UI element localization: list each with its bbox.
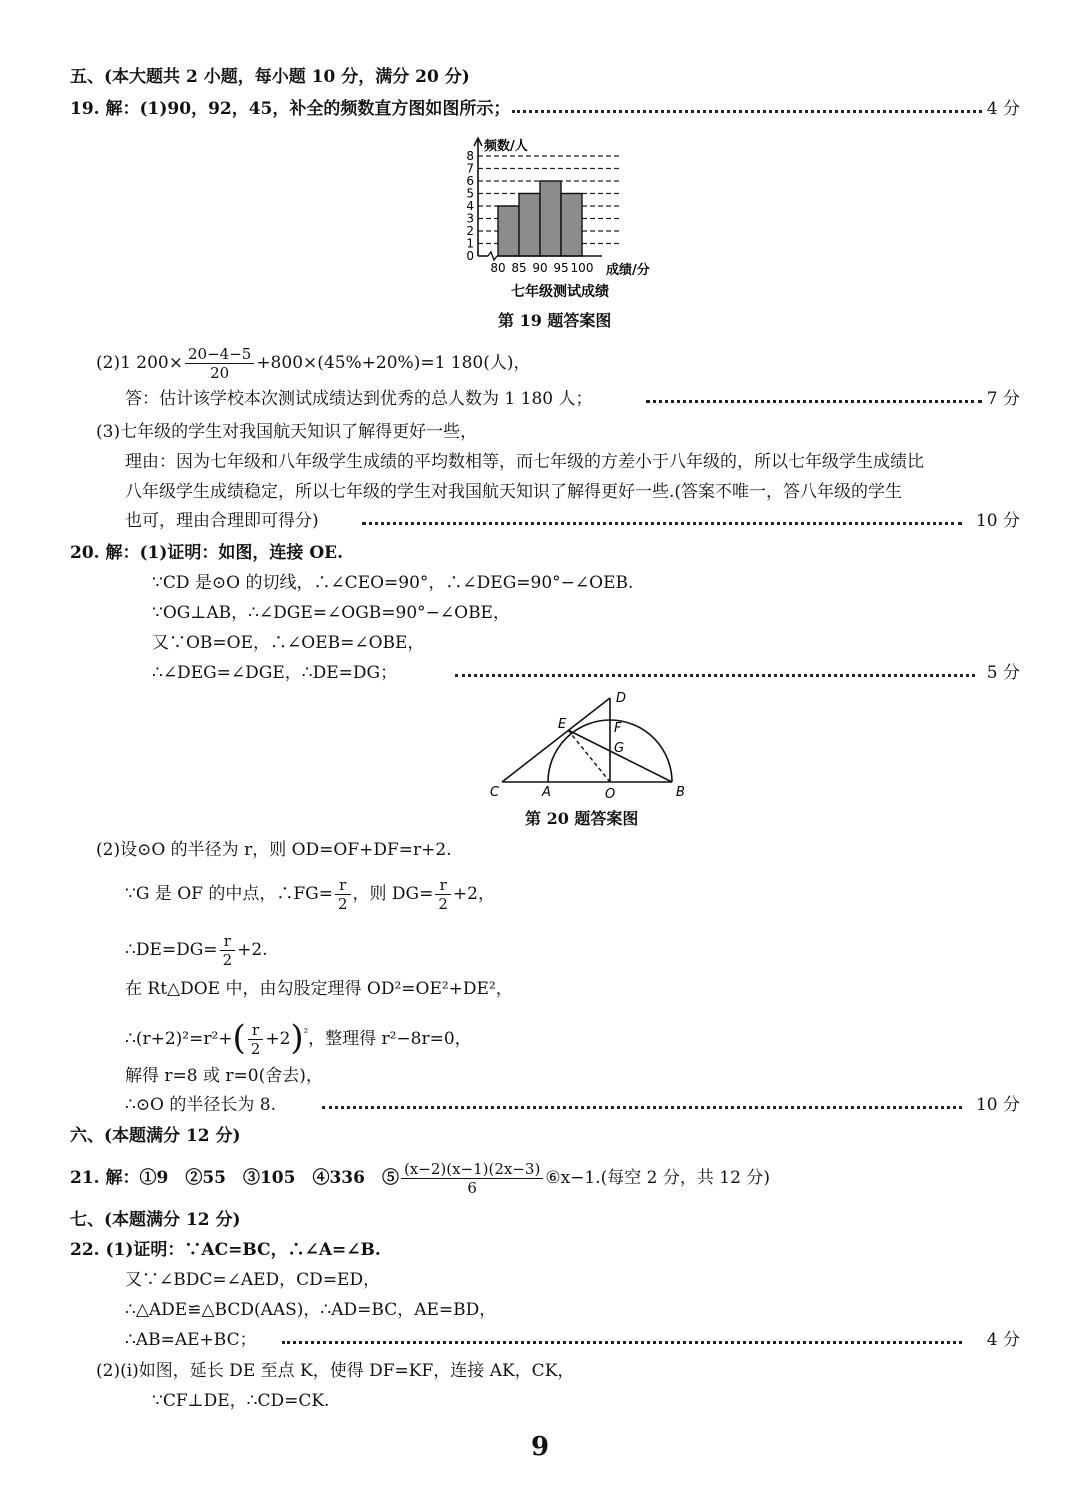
fraction: $\frac{r}{2}$ (335, 876, 351, 913)
q19-part2 (0, 343, 1080, 383)
histogram-bar (540, 181, 561, 256)
label-c: C (490, 785, 500, 800)
leader-dots (362, 522, 962, 525)
y-axis-label: 频数/人 (484, 139, 528, 154)
q22-line2: 又∵∠BDC=∠AED，CD=ED， (125, 1270, 381, 1290)
section-5-heading: 五、(本大题共 2 小题，每小题 10 分，满分 20 分) (70, 67, 470, 87)
y-tick-label: 8 (466, 149, 474, 163)
q19-part3: (3)七年级的学生对我国航天知识了解得更好一些， (96, 422, 478, 442)
q20-part2-line3: ∴DE=DG= $\frac{r}{2}$ +2. (125, 932, 268, 969)
fraction: $\frac{20-4-5}{20}$ (185, 345, 254, 382)
q22-line6: ∵CF⊥DE，∴CD=CK. (152, 1391, 330, 1411)
y-tick-label: 2 (466, 224, 474, 238)
q20-part2-line2: ∵G 是 OF 的中点，∴FG= $\frac{r}{2}$ ，则 DG= $\frac{r}{2}$ +2， (125, 876, 495, 913)
line-eo (568, 730, 610, 782)
label-f: F (614, 721, 622, 736)
fraction: $\frac{r}{2}$ (220, 932, 236, 969)
label-a: A (542, 785, 551, 800)
q21-line: 21. 解：①9 ②55 ③105 ④336 ⑤ $\frac{(x-2)(x-1)(2x-3)}{6}$ ⑥x−1.(每空 2 分，共 12 分) (70, 1160, 770, 1197)
fraction: $\frac{(x-2)(x-1)(2x-3)}{6}$ (401, 1160, 543, 1197)
y-tick-label: 5 (466, 186, 474, 201)
histogram-bar (561, 194, 582, 257)
fraction: $\frac{r}{2}$ (248, 1021, 264, 1058)
q22-line1: 22. (1)证明：∵AC=BC，∴∠A=∠B. (70, 1240, 381, 1260)
q20-heading: 20. 解：(1)证明：如图，连接 OE. (70, 543, 344, 563)
leader-dots (322, 1106, 962, 1109)
q20-line3: 又∵OB=OE，∴∠OEB=∠OBE， (152, 633, 425, 653)
q19-reason-line3: 也可，理由合理即可得分) 10 分 (125, 511, 1020, 531)
label-o: O (605, 787, 616, 802)
q22-line5: (2)(ⅰ)如图，延长 DE 至点 K，使得 DF=KF，连接 AK，CK， (96, 1361, 575, 1381)
q20-part2-line7: ∴⊙O 的半径长为 8. 10 分 (125, 1095, 1020, 1115)
axis-break-mark (488, 252, 497, 260)
q19-reason-line1: 理由：因为七年级和八年级学生成绩的平均数相等，而七年级的方差小于八年级的，所以七年级学生成绩比 (125, 452, 924, 472)
x-tick-label: 85 (511, 261, 527, 275)
label-b: B (676, 785, 685, 800)
q19-part1 (0, 94, 1080, 124)
q22-line3: ∴△ADE≌△BCD(AAS)，∴AD=BC，AE=BD， (125, 1300, 497, 1320)
x-tick-label: 100 (570, 261, 594, 275)
line-eb (568, 730, 672, 782)
leader-dots (646, 400, 982, 403)
score: 4 分 (986, 99, 1020, 119)
y-tick-label: 0 (466, 249, 474, 263)
section-6-heading: 六、(本题满分 12 分) (70, 1126, 241, 1146)
q19-reason-line2: 八年级学生成绩稳定，所以七年级的学生对我国航天知识了解得更好一些.(答案不唯一，答八年级的学生 (125, 482, 903, 502)
histogram-chart (440, 122, 680, 304)
q19-figure-caption: 第 19 题答案图 (498, 311, 612, 330)
label-g: G (614, 741, 625, 756)
fraction: $\frac{r}{2}$ (435, 876, 451, 913)
q19-part2-prefix: (2)1 200× (96, 353, 183, 373)
x-axis-label: 成绩/分 (606, 263, 650, 278)
label-e: E (558, 717, 567, 732)
x-tick-label: 95 (553, 261, 569, 275)
q20-part2-line4: 在 Rt△DOE 中，由勾股定理得 OD²=OE²+DE²， (125, 979, 513, 999)
page-number: 9 (530, 1432, 550, 1462)
q20-part2-line1: (2)设⊙O 的半径为 r，则 OD=OF+DF=r+2. (96, 840, 452, 860)
geometry-figure (480, 686, 690, 806)
chart-title: 七年级测试成绩 (511, 284, 609, 300)
y-tick-label: 4 (466, 199, 474, 213)
tangent-cd (502, 698, 610, 782)
leader-dots (282, 1341, 962, 1344)
x-tick-label: 80 (490, 261, 506, 275)
q19-answer: 答：估计该学校本次测试成绩达到优秀的总人数为 1 180 人； 7 分 (125, 389, 1020, 409)
q20-part2-line6: 解得 r=8 或 r=0(舍去)， (125, 1066, 323, 1086)
q19-part2-suffix: +800×(45%+20%)=1 180(人)， (256, 353, 531, 373)
q22-line4: ∴AB=AE+BC； 4 分 (125, 1330, 1020, 1350)
section-7-heading: 七、(本题满分 12 分) (70, 1210, 241, 1230)
q20-part2-line5: ∴(r+2)²=r²+( $\frac{r}{2}$ +2)$^{^2}$，整理得 r²−8r=0， (125, 1018, 472, 1058)
y-tick-label: 3 (466, 211, 474, 226)
q19-part1-text: 19. 解：(1)90，92，45，补全的频数直方图如图所示； (70, 99, 511, 119)
q20-line1: ∵CD 是⊙O 的切线，∴∠CEO=90°，∴∠DEG=90°−∠OEB. (152, 573, 634, 593)
q20-line2: ∵OG⊥AB，∴∠DGE=∠OGB=90°−∠OBE， (152, 603, 510, 623)
leader-dots (512, 110, 982, 113)
y-tick-label: 1 (466, 236, 474, 251)
label-d: D (616, 691, 627, 706)
y-tick-label: 7 (466, 161, 474, 176)
y-tick-label: 6 (466, 174, 474, 188)
q20-line4: ∴∠DEG=∠DGE，∴DE=DG； 5 分 (152, 663, 1020, 683)
q20-figure-caption: 第 20 题答案图 (525, 809, 639, 828)
x-tick-label: 90 (532, 261, 548, 275)
histogram-bar (498, 206, 519, 256)
leader-dots (455, 674, 975, 677)
histogram-bar (519, 194, 540, 257)
